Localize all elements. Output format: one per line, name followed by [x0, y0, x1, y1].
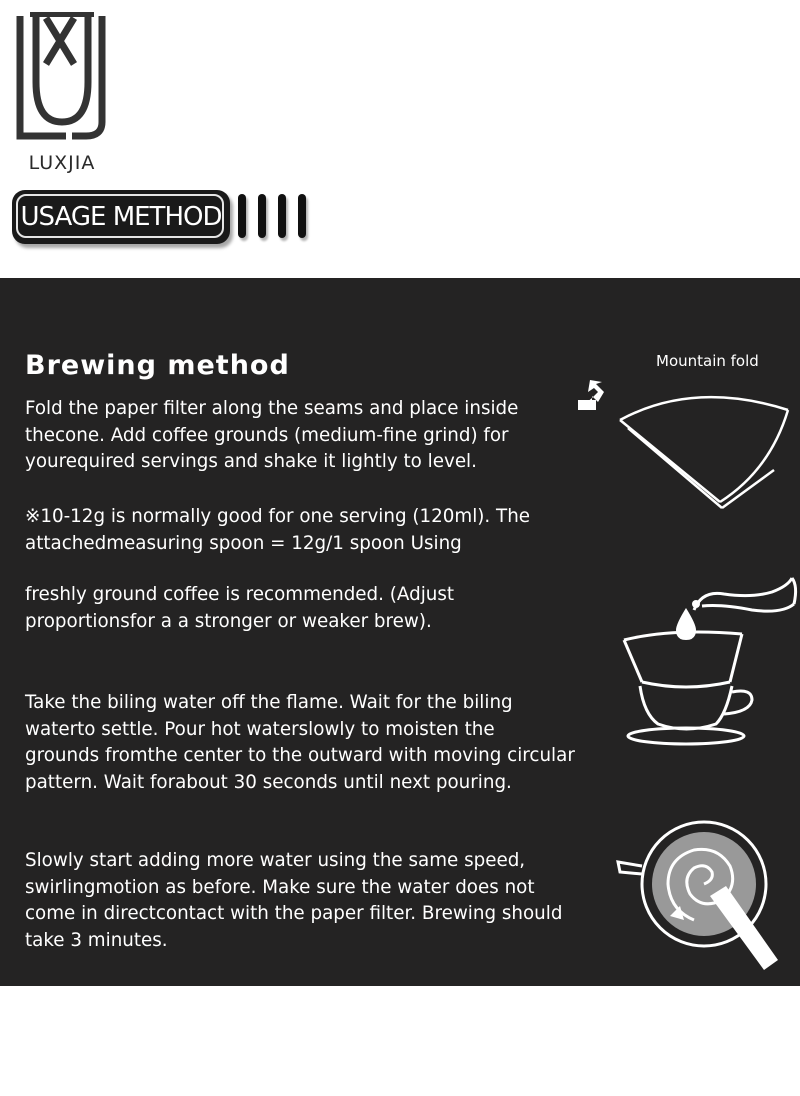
brand-logo: [10, 12, 114, 174]
instruction-paragraph: Take the biling water off the flame. Wait for the biling waterto settle. Pour hot waterslowly to moisten the grounds fromthe center to the outward with moving circular pattern. Wait forabout 30 seconds until next pouring.: [25, 692, 575, 793]
brand-name: LUXJIA: [28, 152, 96, 174]
section-title: Brewing method: [25, 350, 290, 381]
instruction-paragraph: freshly ground coffee is recommended. (Adjust proportionsfor a a stronger or weaker brew).: [25, 584, 455, 632]
banner-stripe: [298, 194, 306, 238]
luxjia-logo-mark: [14, 12, 110, 142]
mountain-fold-label: Mountain fold: [656, 352, 759, 370]
banner-stripe: [238, 194, 246, 238]
banner-stripe: [278, 194, 286, 238]
instruction-paragraph: Slowly start adding more water using the same speed, swirlingmotion as before. Make sure the water does not come in directcontact with the paper filter. Brewing should take 3 minutes.: [25, 850, 563, 951]
banner-stripe: [258, 194, 266, 238]
pour-over-dripper-icon: [612, 574, 800, 754]
usage-method-banner: [12, 190, 322, 250]
usage-method-label: USAGE METHOD: [20, 202, 222, 232]
paper-filter-fold-icon: [574, 370, 800, 520]
instruction-paragraph: ※10-12g is normally good for one serving (120ml). The attachedmeasuring spoon = 12g/1 spoon Using: [25, 506, 531, 554]
swirl-pour-cup-icon: [614, 820, 800, 970]
instruction-paragraph: Fold the paper filter along the seams and place inside thecone. Add coffee grounds (medium-fine grind) for yourequired servings and shake it lightly to level.: [25, 398, 519, 472]
usage-method-pill: [12, 190, 230, 244]
